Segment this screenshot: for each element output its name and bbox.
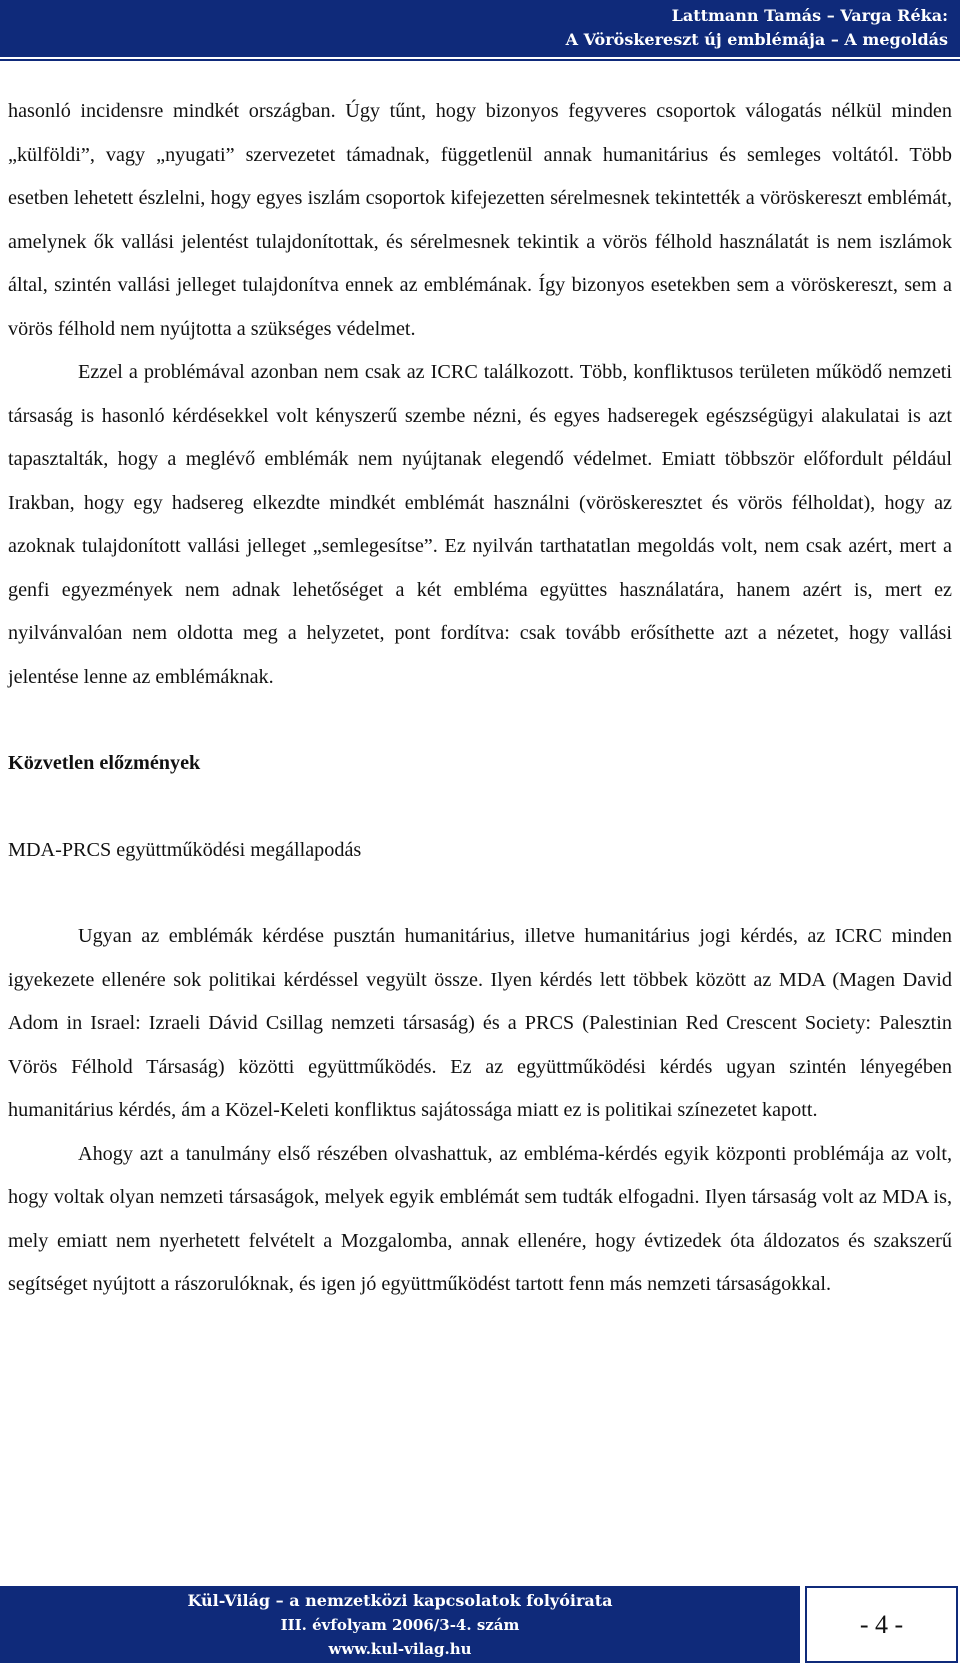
running-header xyxy=(0,0,960,57)
article-body xyxy=(8,90,952,1307)
paragraph-mda-membership: Ahogy azt a tanulmány első részében olvashattuk, az embléma-kérdés egyik központi problémája az volt, hogy voltak olyan nemzeti társaságok, melyek egyik emblémát sem tudták elfogadni. Ilyen társaság volt az MDA is, mely emiatt nem nyerhetett felvételt a Mozgalomba, annak ellenére, hogy évtizedek óta áldozatos és szakszerű segítséget nyújtott a rászorulóknak, és igen jó együttműködést tartott fenn más nemzeti társaságokkal. xyxy=(8,1142,952,1295)
footer-website-link[interactable]: www.kul-vilag.hu xyxy=(328,1640,472,1658)
section-heading: Közvetlen előzmények xyxy=(8,752,201,774)
page-footer xyxy=(0,1586,960,1663)
header-divider xyxy=(0,59,960,61)
subsection-heading: MDA-PRCS együttműködési megállapodás xyxy=(8,838,362,861)
header-authors: Lattmann Tamás – Varga Réka: xyxy=(671,6,948,25)
paragraph-continuation: hasonló incidensre mindkét országban. Úgy tűnt, hogy bizonyos fegyveres csoportok válogatás nélkül minden „külföldi”, vagy „nyugati” szervezetet támadnak, függetlenül annak humanitárius és semleges voltától. Több esetben lehetett észlelni, hogy egyes iszlám csoportok kifejezetten sérelmesnek tekintették a vöröskereszt emblémát, amelynek ők vallási jelentést tulajdonítottak, és sérelmesnek tekintik a vörös félhold használatát is nem iszlámok által, szintén vallási jelleget tulajdonítva ennek az emblémának. Így bizonyos esetekben sem a vöröskereszt, sem a vörös félhold nem nyújtotta a szükséges védelmet. xyxy=(8,100,952,340)
footer-journal-title: Kül-Világ – a nemzetközi kapcsolatok folyóirata xyxy=(187,1591,613,1610)
paragraph-icrc-problem: Ezzel a problémával azonban nem csak az ICRC találkozott. Több, konfliktusos területen működő nemzeti társaság is hasonló kérdésekkel volt kényszerű szembe nézni, és egyes hadseregek egészségügyi alakulatai is azt tapasztalták, hogy a meglévő emblémák nem nyújtanak elegendő védelmet. Emiatt többször előfordult például Irakban, hogy egy hadsereg elkezdte mindkét emblémát használni (vöröskeresztet és vörös félholdat), hogy az azoknak tulajdonított vallási jelleget „semlegesítse”. Ez nyilván tarthatatlan megoldás volt, nem csak azért, mert a genfi egyezmények nem adnak lehetőséget a két embléma együttes használatára, hanem azért is, mert ez nyilvánvalóan nem oldotta meg a helyzetet, pont fordítva: csak tovább erősíthette azt a nézetet, hogy vallási jelentése lenne az emblémáknak. xyxy=(8,361,952,688)
paragraph-mda-prcs: Ugyan az emblémák kérdése pusztán humanitárius, illetve humanitárius jogi kérdés, az ICRC minden igyekezete ellenére sok politikai kérdéssel vegyült össze. Ilyen kérdés lett többek között az MDA (Magen David Adom in Israel: Izraeli Dávid Csillag nemzeti társaság) és a PRCS (Palestinian Red Crescent Society: Palesztin Vörös Félhold Társaság) közötti együttműködés. Ez az együttműködési kérdés ugyan szintén lényegében humanitárius kérdés, ám a Közel-Keleti konfliktus sajátossága miatt ez is politikai színezetet kapott. xyxy=(8,925,952,1121)
footer-volume: III. évfolyam 2006/3-4. szám xyxy=(280,1616,520,1634)
footer-journal-info xyxy=(0,1586,800,1663)
header-article-title: A Vöröskereszt új emblémája – A megoldás xyxy=(565,30,948,49)
page-number: - 4 - xyxy=(805,1586,958,1663)
